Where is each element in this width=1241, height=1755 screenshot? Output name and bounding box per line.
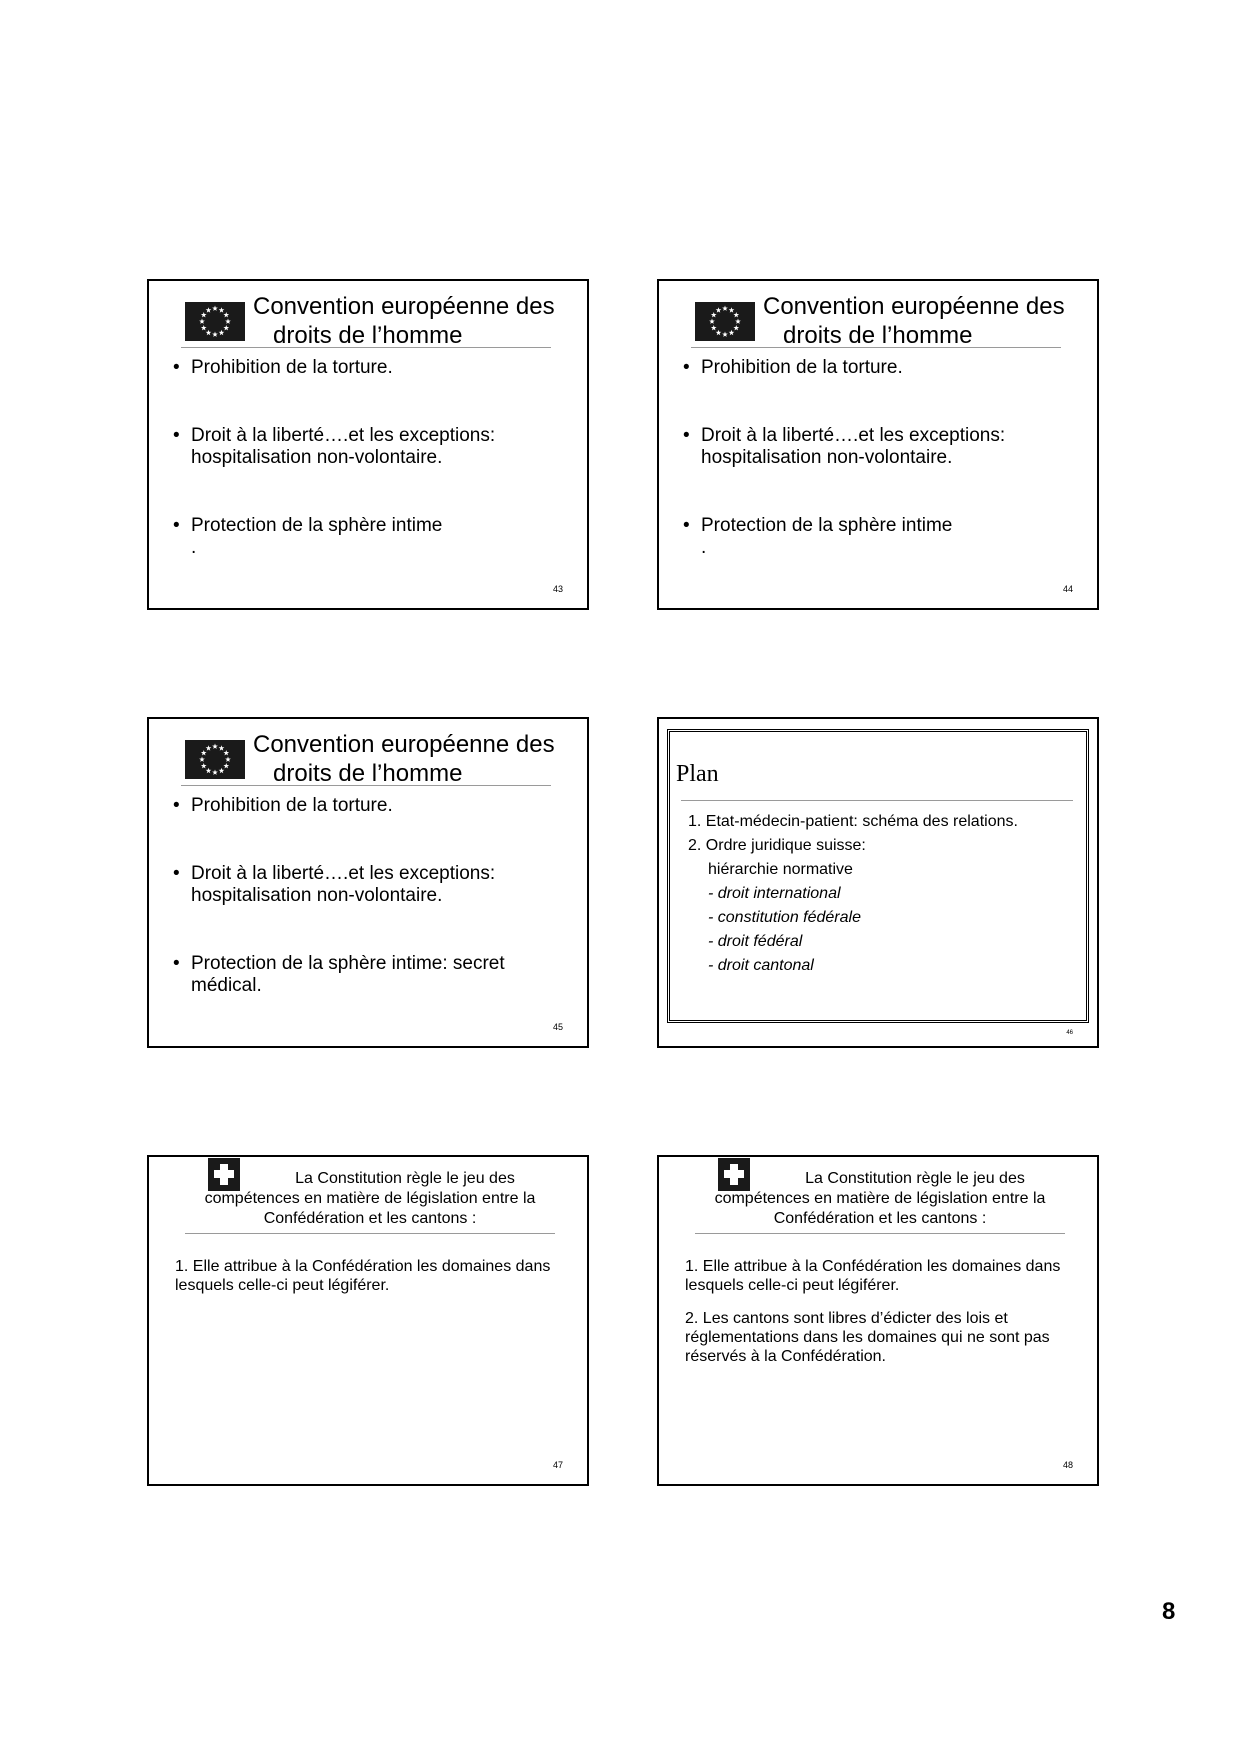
star-icon [733, 325, 739, 330]
star-icon [225, 757, 231, 762]
plan-item: hiérarchie normative [708, 861, 853, 878]
star-icon [199, 757, 205, 762]
slide-45 [147, 717, 589, 1048]
bullet-item: • Droit à la liberté….et les exceptions: hospitalisation non-volontaire. [683, 425, 1006, 468]
slide-43 [147, 279, 589, 610]
paragraph: 2. Les cantons sont libres d’édicter des lois et réglementations dans les domaines qui ne sont pas réservés à la Confédération. [685, 1310, 1050, 1365]
bullet-item: • Protection de la sphère intime: secret médical. [173, 953, 505, 996]
star-icon [223, 312, 229, 317]
slide-title: La Constitution règle le jeu des compétences en matière de législation entre la Confédération et les cantons : [204, 1170, 536, 1227]
slide-number: 47 [552, 1460, 563, 1470]
plan-title: Plan [676, 761, 719, 787]
title-divider [691, 347, 1061, 348]
bullet-item: • Protection de la sphère intime . [683, 515, 953, 558]
star-icon [733, 312, 739, 317]
star-icon [212, 770, 218, 775]
star-icon [729, 330, 735, 335]
star-icon [223, 763, 229, 768]
star-icon [212, 306, 218, 311]
star-icon [716, 307, 722, 312]
star-icon [711, 325, 717, 330]
title-divider [681, 800, 1073, 801]
star-icon [201, 312, 207, 317]
star-icon [219, 307, 225, 312]
title-divider [695, 1233, 1065, 1234]
slide-46-plan [657, 717, 1099, 1048]
eu-flag-icon [185, 740, 245, 779]
star-icon [206, 745, 212, 750]
star-icon [223, 325, 229, 330]
bullet-list [683, 357, 1083, 559]
slide-title: Convention européenne des droits de l’homme [253, 293, 555, 349]
bullet-item: • Droit à la liberté….et les exceptions: hospitalisation non-volontaire. [173, 425, 496, 468]
star-icon [206, 307, 212, 312]
star-icon [711, 312, 717, 317]
title-divider [181, 347, 551, 348]
paragraph: 1. Elle attribue à la Confédération les domaines dans lesquels celle-ci peut légiférer. [175, 1258, 551, 1294]
slide-body [685, 1257, 1075, 1380]
bullet-item: • Droit à la liberté….et les exceptions: hospitalisation non-volontaire. [173, 863, 496, 906]
plan-list [688, 810, 1078, 978]
star-icon [201, 750, 207, 755]
star-icon [722, 332, 728, 337]
slide-title: Convention européenne des droits de l’homme [763, 293, 1065, 349]
star-icon [212, 744, 218, 749]
star-icon [709, 319, 715, 324]
star-icon [212, 332, 218, 337]
eu-flag-icon [185, 302, 245, 341]
slide-number: 48 [1062, 1460, 1073, 1470]
slide-title: Convention européenne des droits de l’homme [253, 731, 555, 787]
plan-item: - droit cantonal [708, 957, 814, 974]
slide-47 [147, 1155, 589, 1486]
paragraph: 1. Elle attribue à la Confédération les domaines dans lesquels celle-ci peut légiférer. [685, 1258, 1061, 1294]
bullet-item: • Protection de la sphère intime . [173, 515, 443, 558]
bullet-list [173, 795, 573, 997]
star-icon [716, 330, 722, 335]
star-icon [219, 330, 225, 335]
bullet-item: • Prohibition de la torture. [683, 357, 903, 378]
star-icon [223, 750, 229, 755]
plan-item: - droit international [708, 885, 841, 902]
slide-number: 45 [552, 1022, 563, 1032]
star-icon [219, 768, 225, 773]
slide-number: 44 [1062, 584, 1073, 594]
slide-48 [657, 1155, 1099, 1486]
page-number: 8 [1162, 1598, 1176, 1625]
star-icon [206, 768, 212, 773]
eu-flag-icon [695, 302, 755, 341]
star-icon [199, 319, 205, 324]
bullet-item: • Prohibition de la torture. [173, 357, 393, 378]
slide-title: La Constitution règle le jeu des compétences en matière de législation entre la Confédération et les cantons : [714, 1170, 1046, 1227]
star-icon [201, 325, 207, 330]
bullet-list [173, 357, 573, 559]
star-icon [735, 319, 741, 324]
slide-44 [657, 279, 1099, 610]
star-icon [206, 330, 212, 335]
star-icon [219, 745, 225, 750]
bullet-item: • Prohibition de la torture. [173, 795, 393, 816]
title-divider [181, 785, 551, 786]
plan-item: 2. Ordre juridique suisse: [688, 837, 866, 854]
star-icon [722, 306, 728, 311]
plan-item: 1. Etat-médecin-patient: schéma des relations. [688, 813, 1018, 830]
star-icon [201, 763, 207, 768]
star-icon [729, 307, 735, 312]
star-icon [225, 319, 231, 324]
title-divider [185, 1233, 555, 1234]
slide-number: 46 [1066, 1030, 1073, 1036]
plan-item: - constitution fédérale [708, 909, 861, 926]
slide-body [175, 1257, 565, 1309]
plan-item: - droit fédéral [708, 933, 803, 950]
slide-number: 43 [552, 584, 563, 594]
